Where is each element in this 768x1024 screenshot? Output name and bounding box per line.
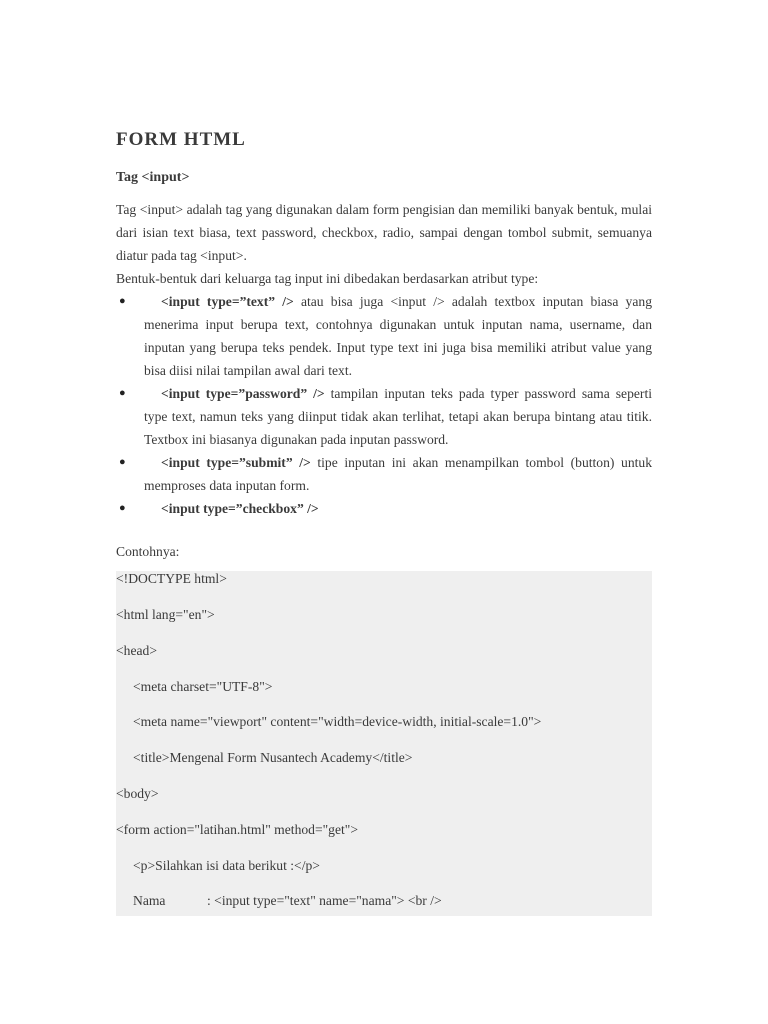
- intro-paragraph: Tag <input> adalah tag yang digunakan dalam form pengisian dan memiliki banyak bentuk, mulai dari isian text biasa, text password, checkbox, radio, sampai dengan tombol submit, semuanya diatur pada tag <input>.: [116, 202, 652, 263]
- section-subtitle: Tag <input>: [116, 170, 190, 185]
- bullet-icon: ●: [119, 387, 126, 399]
- bentuk-paragraph: Bentuk-bentuk dari keluarga tag input ini dibedakan berdasarkan atribut type:: [116, 271, 539, 286]
- bullet-code: <input type=”password” />: [161, 386, 325, 401]
- code-line: <title>Mengenal Form Nusantech Academy</title>: [133, 750, 413, 765]
- code-line: <meta charset="UTF-8">: [133, 679, 273, 694]
- bullet-code: <input type=”text” />: [161, 294, 294, 309]
- bullet-icon: ●: [119, 456, 126, 468]
- code-nama-label: Nama: [133, 893, 166, 908]
- bullet-text: atau bisa juga <input /> adalah textbox inputan biasa yang menerima input berupa text, contohnya digunakan untuk inputan nama, username, dan inputan yang berupa teks pendek. Input type text ini juga bisa memiliki atribut value yang bisa diisi nilai tampilan awal dari text.: [144, 294, 652, 378]
- code-line: <body>: [116, 786, 159, 801]
- code-line: <!DOCTYPE html>: [116, 571, 227, 586]
- bullet-icon: ●: [119, 295, 126, 307]
- code-line: <html lang="en">: [116, 607, 215, 622]
- bullet-code: <input type=”submit” />: [161, 455, 311, 470]
- page-title: FORM HTML: [116, 129, 246, 150]
- bullet-icon: ●: [119, 502, 126, 514]
- code-block: [116, 571, 652, 916]
- list-item: [116, 451, 652, 497]
- bullet-text: tipe inputan ini akan menampilkan tombol (button) untuk memproses data inputan form.: [144, 455, 652, 493]
- code-nama-input: : <input type="text" name="nama"> <br />: [207, 893, 442, 908]
- bullet-text: tampilan inputan teks pada typer password sama seperti type text, namun teks yang diinput tidak akan terlihat, tetapi akan berupa bintang atau titik. Textbox ini biasanya digunakan pada inputan password.: [144, 386, 652, 447]
- code-line-nama: [133, 893, 442, 909]
- bullet-code: <input type=”checkbox” />: [161, 501, 319, 516]
- list-item: [116, 497, 652, 520]
- list-item: [116, 290, 652, 382]
- list-item: [116, 382, 652, 451]
- code-line: <form action="latihan.html" method="get">: [116, 822, 358, 837]
- code-line: <head>: [116, 643, 157, 658]
- example-label: Contohnya:: [116, 544, 180, 559]
- input-type-list: [116, 290, 652, 520]
- code-line: <p>Silahkan isi data berikut :</p>: [133, 858, 320, 873]
- code-line: <meta name="viewport" content="width=device-width, initial-scale=1.0">: [133, 714, 542, 729]
